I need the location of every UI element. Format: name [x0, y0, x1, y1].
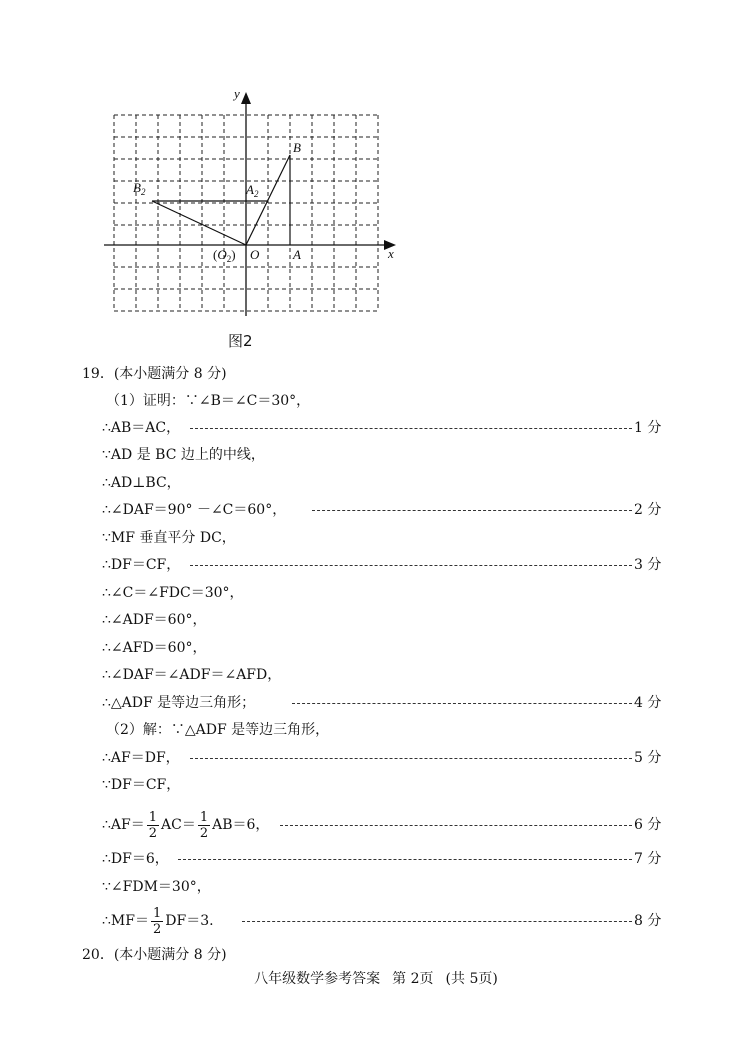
q19-solution-line — [0, 691, 752, 715]
q19-solution-line — [0, 416, 752, 440]
point-B-label: B — [293, 140, 301, 155]
y-axis-label: y — [234, 86, 240, 101]
fraction-2-numerator: 1 — [199, 809, 209, 825]
leader-dashes — [292, 703, 632, 705]
solution-line-text: （1）证明：∵∠B＝∠C＝30°， — [106, 393, 311, 409]
q19-line-df-text: ∴DF＝6， — [102, 851, 169, 867]
point-A2-label — [246, 182, 258, 199]
q19-line-fdm — [0, 875, 752, 899]
fraction-3-numerator: 1 — [152, 905, 162, 921]
score-label: 1 分 — [634, 420, 662, 436]
q20-heading-line — [0, 943, 752, 967]
q19-line-mf — [0, 904, 752, 938]
line-mf-post: DF＝3. — [165, 913, 214, 929]
q19-line-af — [0, 808, 752, 842]
leader-dashes — [190, 565, 632, 567]
solution-line-text: ∴AD⊥BC， — [102, 475, 181, 491]
score-label: 2 分 — [634, 502, 662, 518]
q19-solution-line — [0, 471, 752, 495]
fraction-1-denominator: 2 — [148, 825, 158, 841]
solution-line-text: ∴∠DAF＝∠ADF＝∠AFD， — [102, 667, 282, 683]
score-label: 5 分 — [634, 750, 662, 766]
solution-line-text: ∴∠ADF＝60°， — [102, 612, 207, 628]
score-label: 3 分 — [634, 557, 662, 573]
leader-dashes — [190, 428, 632, 430]
point-B2-letter: B — [133, 180, 141, 195]
solution-line-text: ∴AB＝AC， — [102, 420, 181, 436]
q19-solution-line — [0, 746, 752, 770]
fraction-half-2 — [198, 810, 210, 841]
solution-line-text: ∵MF 垂直平分 DC， — [102, 530, 236, 546]
y-axis-arrow — [241, 92, 251, 104]
fraction-half-1 — [147, 810, 159, 841]
q19-heading: 19．(本小题满分 8 分) — [82, 366, 227, 382]
q19-solution-line — [0, 443, 752, 467]
q19-line-fdm-text: ∵∠FDM＝30°， — [102, 879, 211, 895]
solution-line-text: ∴∠DAF＝90° －∠C＝60°， — [102, 502, 287, 518]
coordinate-grid-svg — [100, 86, 410, 326]
q19-solution-line — [0, 553, 752, 577]
leader-dashes — [242, 921, 632, 923]
score-label: 7 分 — [634, 851, 662, 867]
point-A-label: A — [293, 247, 301, 262]
q19-solution-line — [0, 608, 752, 632]
q19-line-mf-text — [102, 904, 214, 938]
point-B2-label — [133, 180, 145, 197]
solution-line-text: ∵DF＝CF， — [102, 777, 181, 793]
leader-dashes — [280, 825, 632, 827]
line-mf-pre: ∴MF＝ — [102, 913, 149, 929]
q19-solution-line — [0, 773, 752, 797]
solution-line-text: ∴△ADF 是等边三角形； — [102, 695, 256, 711]
solution-line-text: （2）解：∵△ADF 是等边三角形， — [106, 722, 330, 738]
point-O2-letter: O — [217, 247, 227, 262]
fraction-1-numerator: 1 — [148, 809, 158, 825]
line-af-pre: ∴AF＝ — [102, 817, 145, 833]
point-A2-letter: A — [246, 182, 254, 197]
footer-page: 第 2页 — [392, 971, 434, 987]
score-label: 6 分 — [634, 817, 662, 833]
q19-solution-line — [0, 498, 752, 522]
q19-solution-line — [0, 636, 752, 660]
solution-line-text: ∴AF＝DF， — [102, 750, 180, 766]
line-af-post: AB＝6， — [212, 817, 270, 833]
q19-heading-line — [0, 362, 752, 386]
q20-heading: 20．(本小题满分 8 分) — [82, 947, 227, 963]
point-O2-label — [213, 247, 236, 264]
point-O-label: O — [250, 247, 260, 262]
leader-dashes — [190, 758, 632, 760]
page-footer — [0, 968, 752, 988]
segment-O2B2 — [152, 201, 246, 245]
solution-line-text: ∵AD 是 BC 边上的中线， — [102, 447, 265, 463]
footer-total: (共 5页) — [445, 971, 498, 987]
footer-title: 八年级数学参考答案 — [254, 971, 381, 987]
point-B2-subscript: 2 — [140, 187, 146, 197]
point-O2-close-paren: ) — [231, 247, 236, 262]
q19-solution-line — [0, 718, 752, 742]
line-af-mid: AC＝ — [161, 817, 196, 833]
figure-caption: 图2 — [228, 332, 253, 350]
q19-solution-line — [0, 389, 752, 413]
q19-solution-line — [0, 581, 752, 605]
score-label: 4 分 — [634, 695, 662, 711]
solution-line-text: ∴∠AFD＝60°， — [102, 640, 207, 656]
q19-solution-line — [0, 663, 752, 687]
x-axis-label: x — [388, 246, 394, 261]
q19-line-af-text — [102, 808, 269, 842]
fraction-half-3 — [151, 906, 163, 937]
segment-OB — [246, 155, 290, 245]
fraction-2-denominator: 2 — [199, 825, 209, 841]
fraction-3-denominator: 2 — [152, 921, 162, 937]
q19-line-df — [0, 847, 752, 871]
solution-line-text: ∴DF＝CF， — [102, 557, 181, 573]
point-O2-subscript: 2 — [226, 254, 232, 264]
solution-line-text: ∴∠C＝∠FDC＝30°， — [102, 585, 244, 601]
score-label: 8 分 — [634, 913, 662, 929]
point-O2-open-paren: ( — [213, 247, 218, 262]
point-A2-subscript: 2 — [253, 189, 259, 199]
leader-dashes — [312, 510, 632, 512]
q19-solution-line — [0, 526, 752, 550]
coordinate-figure — [100, 86, 410, 326]
leader-dashes — [178, 859, 632, 861]
